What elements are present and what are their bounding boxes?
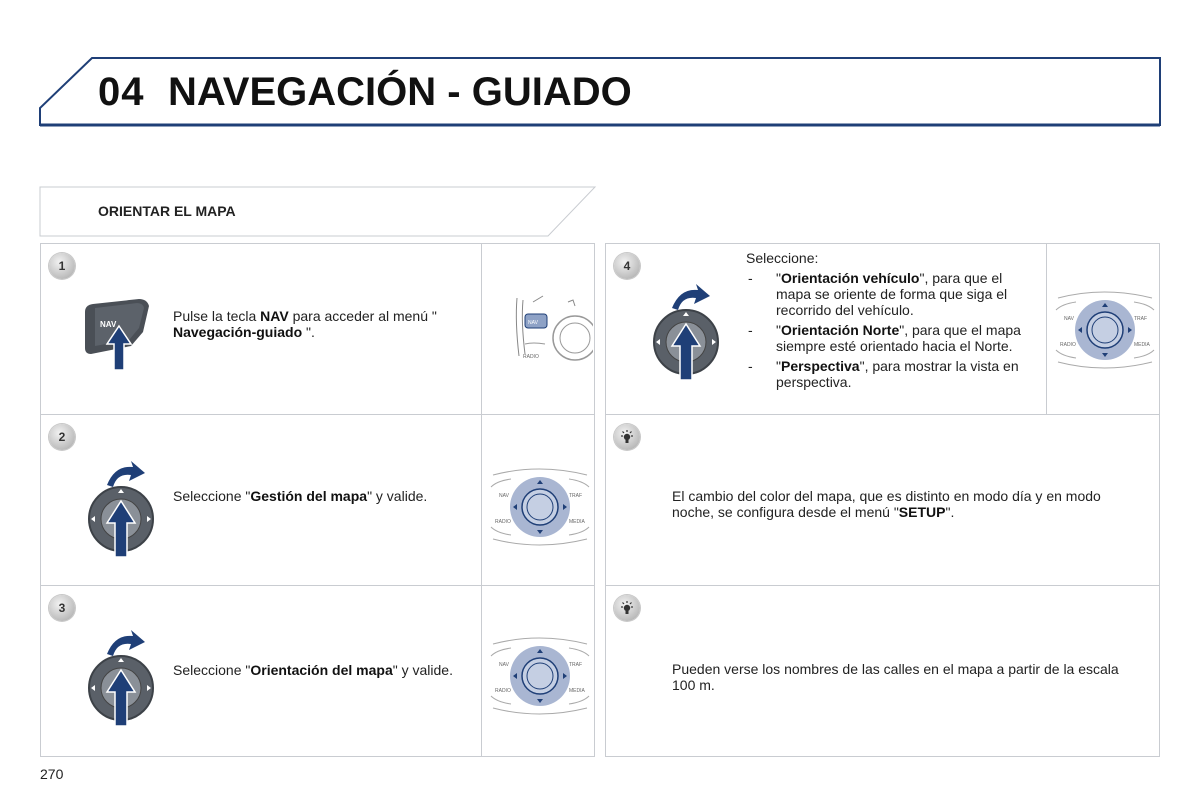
rotary-panel-illustration bbox=[1054, 290, 1156, 370]
rotary-panel-illustration bbox=[489, 467, 591, 547]
cell-divider bbox=[481, 415, 482, 585]
bold-term: Gestión del mapa bbox=[250, 488, 368, 504]
svg-text:TRAF: TRAF bbox=[569, 493, 583, 499]
radio-label: RADIO bbox=[523, 354, 539, 360]
svg-text:MEDIA: MEDIA bbox=[569, 519, 585, 525]
nav-key-label: NAV bbox=[100, 320, 117, 329]
svg-text:TRAF: TRAF bbox=[569, 662, 583, 668]
tip-1-text: El cambio del color del mapa, que es distinto en modo día y en modo noche, se configura desde el menú "SETUP". bbox=[672, 488, 1101, 520]
svg-text:NAV: NAV bbox=[499, 493, 509, 499]
rotary-panel-illustration bbox=[489, 636, 591, 716]
svg-text:MEDIA: MEDIA bbox=[569, 688, 585, 694]
tip-2-cell bbox=[605, 585, 1160, 757]
step-number-badge: 4 bbox=[614, 253, 640, 279]
nav-console-illustration bbox=[513, 292, 593, 370]
cell-divider bbox=[1046, 244, 1047, 414]
bold-term: Navegación-guiado bbox=[173, 324, 303, 340]
option-item: - "Orientación vehículo", para que el mapa se oriente de forma que siga el recorrido del vehículo. bbox=[746, 270, 1036, 318]
page-number: 270 bbox=[40, 766, 64, 782]
option-item: - "Orientación Norte", para que el mapa siempre esté orientado hacia el Norte. bbox=[746, 322, 1036, 354]
step-1-text: Pulse la tecla NAV para acceder al menú " Navegación-guiado ". bbox=[173, 308, 437, 340]
step-number-badge: 1 bbox=[49, 253, 75, 279]
step-2-text: Seleccione "Gestión del mapa" y valide. bbox=[173, 488, 428, 504]
bold-term: NAV bbox=[260, 308, 289, 324]
step-4-intro: Seleccione: bbox=[746, 250, 819, 266]
nav-key-icon bbox=[81, 294, 156, 374]
svg-text:MEDIA: MEDIA bbox=[1134, 342, 1150, 348]
lightbulb-icon bbox=[614, 595, 640, 621]
section-banner bbox=[0, 180, 600, 240]
step-1-cell bbox=[40, 243, 595, 415]
orientation-options-list bbox=[746, 270, 1036, 394]
cell-divider bbox=[481, 586, 482, 756]
step-3-cell bbox=[40, 585, 595, 757]
step-number-badge: 2 bbox=[49, 424, 75, 450]
svg-text:TRAF: TRAF bbox=[1134, 316, 1148, 322]
bold-term: Orientación vehículo bbox=[780, 270, 920, 286]
rotary-knob-push-icon bbox=[85, 626, 165, 730]
tip-2-text: Pueden verse los nombres de las calles en el mapa a partir de la escala 100 m. bbox=[672, 661, 1119, 693]
rotary-knob-push-icon bbox=[650, 280, 730, 384]
lightbulb-icon bbox=[614, 424, 640, 450]
tip-1-cell bbox=[605, 414, 1160, 586]
step-number-badge: 3 bbox=[49, 595, 75, 621]
step-4-cell bbox=[605, 243, 1160, 415]
bold-term: Orientación Norte bbox=[780, 322, 900, 338]
svg-text:RADIO: RADIO bbox=[1060, 342, 1076, 348]
bold-term: SETUP bbox=[898, 504, 946, 520]
rotary-knob-push-icon bbox=[85, 457, 165, 561]
svg-text:NAV: NAV bbox=[499, 662, 509, 668]
section-title: ORIENTAR EL MAPA bbox=[98, 203, 236, 219]
chapter-title: NAVEGACIÓN - GUIADO bbox=[168, 70, 632, 114]
svg-text:NAV: NAV bbox=[528, 320, 538, 326]
svg-text:NAV: NAV bbox=[1064, 316, 1074, 322]
bold-term: Orientación del mapa bbox=[250, 662, 393, 678]
option-item: - "Perspectiva", para mostrar la vista en perspectiva. bbox=[746, 358, 1036, 390]
svg-text:RADIO: RADIO bbox=[495, 519, 511, 525]
chapter-number: 04 bbox=[98, 70, 145, 114]
bold-term: Perspectiva bbox=[780, 358, 860, 374]
step-2-cell bbox=[40, 414, 595, 586]
cell-divider bbox=[481, 244, 482, 414]
step-3-text: Seleccione "Orientación del mapa" y valide. bbox=[173, 662, 453, 678]
svg-text:RADIO: RADIO bbox=[495, 688, 511, 694]
